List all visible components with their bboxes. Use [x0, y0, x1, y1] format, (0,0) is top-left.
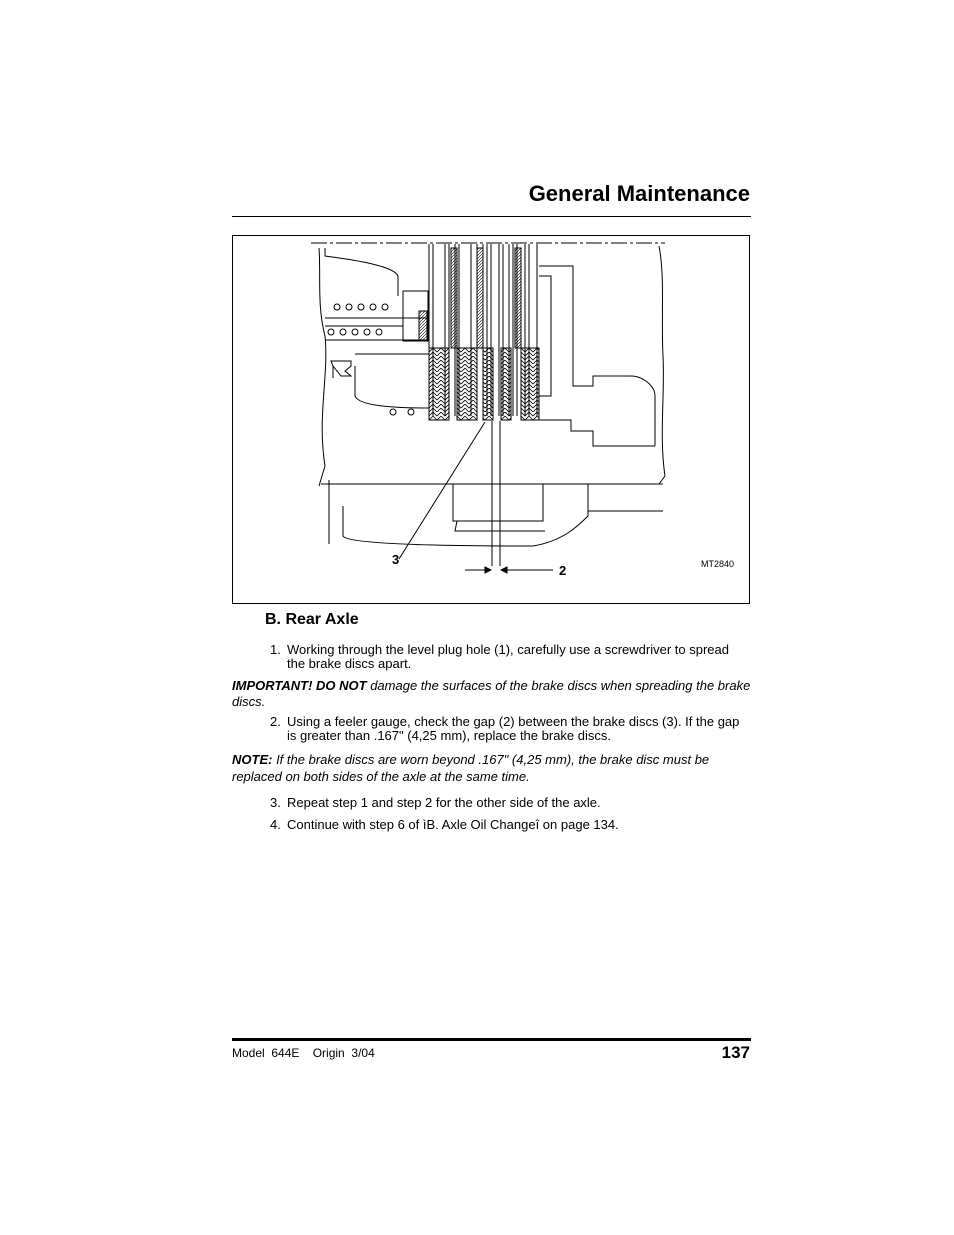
- step-number: 1.: [270, 642, 281, 657]
- callout-2: 2: [559, 563, 567, 578]
- footer-rule: [232, 1038, 751, 1041]
- brake-disc-figure: [232, 235, 750, 604]
- header-rule: [232, 216, 751, 217]
- important-note: [232, 678, 752, 710]
- brake-disc-drawing: [233, 236, 749, 603]
- page-header-title: General Maintenance: [528, 181, 750, 206]
- note-lead: NOTE:: [232, 752, 273, 767]
- step-number: 2.: [270, 714, 281, 729]
- callout-3: 3: [392, 552, 400, 567]
- page-number: 137: [721, 1043, 750, 1062]
- note-text: If the brake discs are worn beyond .167" (4,25 mm), the brake disc must be replaced on both sides of the axle at the same time.: [232, 752, 710, 784]
- step-text: Working through the level plug hole (1), carefully use a screwdriver to spread the brake discs apart.: [287, 642, 729, 671]
- note: [232, 751, 752, 785]
- important-text: damage the surfaces of the brake discs when spreading the brake discs.: [232, 678, 751, 709]
- step-text: Repeat step 1 and step 2 for the other side of the axle.: [287, 795, 601, 810]
- section-title: B. Rear Axle: [265, 611, 359, 628]
- step-number: 3.: [270, 795, 281, 810]
- step-number: 4.: [270, 817, 281, 832]
- step-text: Continue with step 6 of ìB. Axle Oil Changeî on page 134.: [287, 817, 619, 832]
- figure-id: MT2840: [701, 559, 735, 569]
- footer-model-origin: Model 644E Origin 3/04: [232, 1046, 375, 1060]
- step-text: Using a feeler gauge, check the gap (2) between the brake discs (3). If the gap is greater than .167" (4,25 mm), replace the brake discs.: [287, 714, 740, 743]
- important-lead: IMPORTANT! DO NOT: [232, 678, 367, 693]
- upper-spring: [328, 304, 388, 335]
